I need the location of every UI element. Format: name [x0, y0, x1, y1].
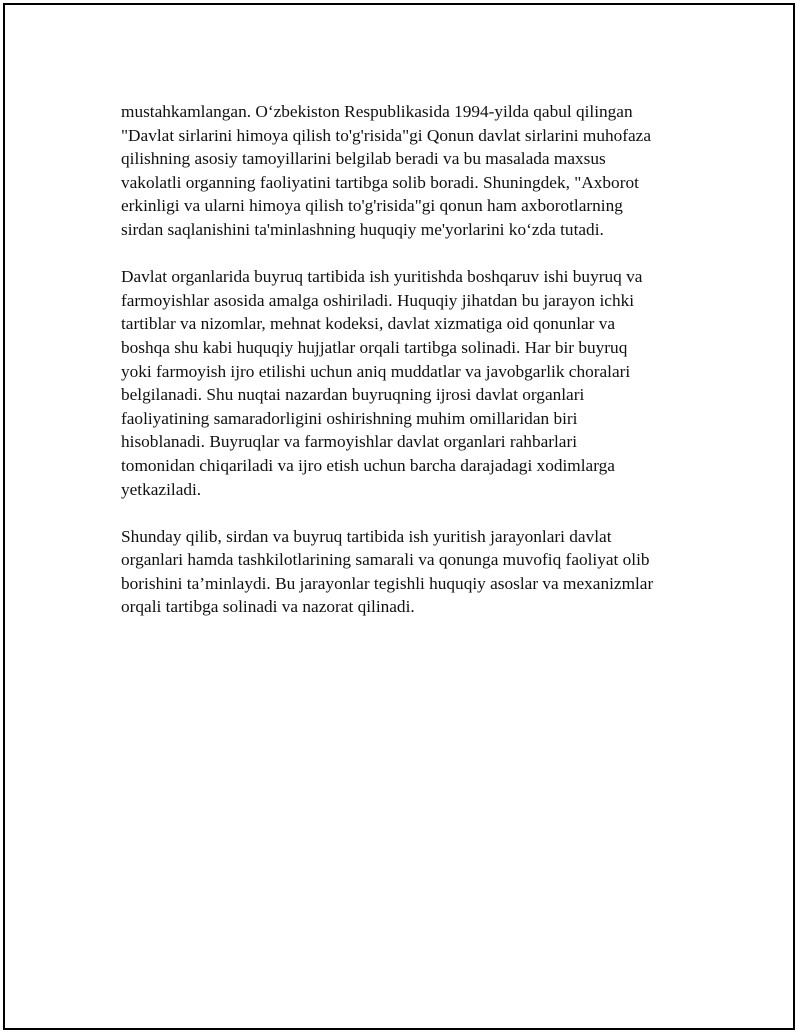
paragraph-2: Davlat organlarida buyruq tartibida ish yuritishda boshqaruv ishi buyruq va farmoyishlar asosida amalga oshiriladi. Huquqiy jihatdan bu jarayon ichki tartiblar va nizomlar, mehnat kodeksi, davlat xizmatiga oid qonunlar va boshqa shu kabi huquqiy hujjatlar orqali tartibga solinadi. Har bir buyruq yoki farmoyish ijro etilishi uchun aniq muddatlar va javobgarlik choralari belgilanadi. Shu nuqtai nazardan buyruqning ijrosi davlat organlari faoliyatining samaradorligini oshirishning muhim omillaridan biri hisoblanadi. Buyruqlar va farmoyishlar davlat organlari rahbarlari tomonidan chiqariladi va ijro etish uchun barcha darajadagi xodimlarga yetkaziladi. — [121, 267, 643, 499]
paragraph-1: mustahkamlangan. O‘zbekiston Respublikasida 1994-yilda qabul qilingan "Davlat sirlarini himoya qilish to'g'risida"gi Qonun davlat sirlarini muhofaza qilishning asosiy tamoyillarini belgilab beradi va bu masalada maxsus vakolatli organning faoliyatini tartibga solib boradi. Shuningdek, "Axborot erkinligi va ularni himoya qilish to'g'risida"gi qonun ham axborotlarning sirdan saqlanishini ta'minlashning huquqiy me'yorlarini ko‘zda tutadi. — [121, 102, 652, 239]
paragraph-3: Shunday qilib, sirdan va buyruq tartibida ish yuritish jarayonlari davlat organlari hamda tashkilotlarining samarali va qonunga muvofiq faoliyat olib borishini ta’minlaydi. Bu jarayonlar tegishli huquqiy asoslar va mexanizmlar orqali tartibga solinadi va nazorat qilinadi. — [121, 526, 654, 617]
document-page — [3, 3, 795, 1030]
document-body — [121, 100, 701, 643]
